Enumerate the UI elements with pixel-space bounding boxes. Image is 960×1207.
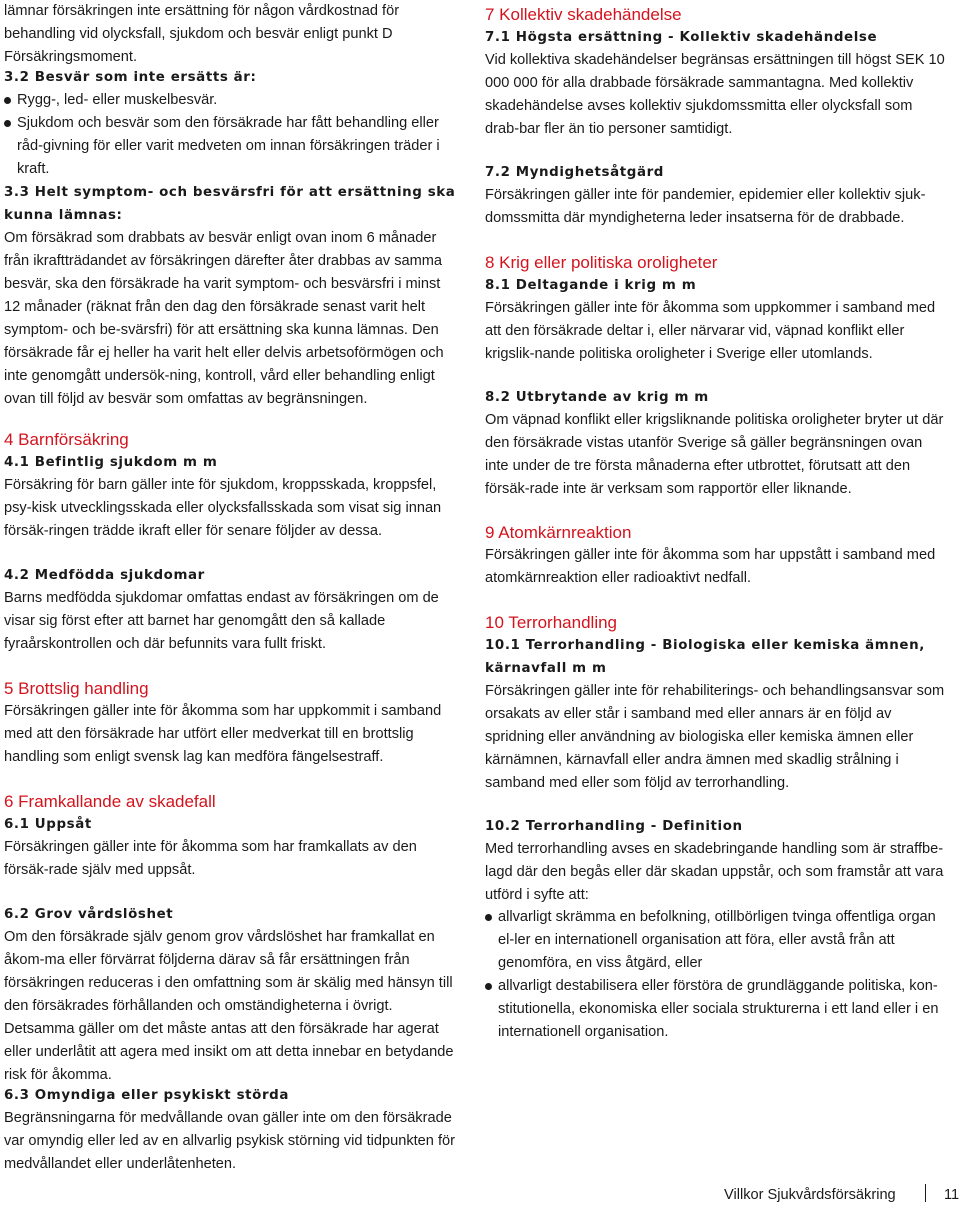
heading-8-2: 8.2 Utbrytande av krig m m [485, 390, 709, 405]
footer-divider [925, 1184, 926, 1202]
page-footer [724, 1184, 960, 1206]
paragraph-10-2: Med terrorhandling avses en skadebringande handling som är straffbe-lagd där den begås eller där skadan uppstår, och som framstår att vara utförd i syfte att: [485, 841, 944, 903]
paragraph-3-3: Om försäkrad som drabbats av besvär enligt ovan inom 6 månader från ikraftträdandet av försäkringen därefter åter drabbas av samma besvär, ska den försäkrade ha varit symptom- och besvärsfri i minst 12 månader (räknat från den dag den försäkrade senast varit helt symptom- och be-svärsfri) för att ersättning ska kunna lämnas. Den försäkrade får ej heller ha varit helt eller delvis arbetsoförmögen och inte genomgått undersök-ning, kontroll, vård eller behandling enligt ovan till följd av besvär som omfattas av begränsningen. [4, 230, 444, 407]
heading-6-3: 6.3 Omyndiga eller psykiskt störda [4, 1088, 289, 1103]
paragraph-6-1: Försäkringen gäller inte för åkomma som har framkallats av den försäk-rade själv med uppsåt. [4, 839, 417, 878]
paragraph-9: Försäkringen gäller inte för åkomma som har uppstått i samband med atomkärnreaktion eller radioaktivt nedfall. [485, 547, 936, 586]
heading-3-3: 3.3 Helt symptom- och besvärsfri för att ersättning ska kunna lämnas: [4, 185, 456, 223]
heading-4-1: 4.1 Befintlig sjukdom m m [4, 455, 218, 470]
heading-7-2: 7.2 Myndighetsåtgärd [485, 165, 664, 180]
heading-6-2: 6.2 Grov vårdslöshet [4, 907, 174, 922]
paragraph-5: Försäkringen gäller inte för åkomma som har uppkommit i samband med att den försäkrade har utfört eller medverkat till en brottslig handling som enligt svensk lag kan medföra fängelsestraff. [4, 703, 442, 765]
paragraph-8-2: Om väpnad konflikt eller krigsliknande politiska oroligheter bryter ut där den försäkrade vistas utanför Sverige så gäller begränsningen ovan inte under de tre första månaderna efter utbrottet, förutsatt att den försäk-rade inte är verksam som rapportör eller liknande. [485, 412, 944, 497]
paragraph-8-1: Försäkringen gäller inte för åkomma som uppkommer i samband med att den försäkrade deltar i, eller närvarar vid, väpnad konflikt eller krigslik-nande politiska oroligheter i Sverige eller utomlands. [485, 300, 936, 362]
bullet-icon [485, 983, 492, 990]
paragraph-6-3: Begränsningarna för medvållande ovan gäller inte om den försäkrade var omyndig eller led av en allvarlig psykisk störning vid tidpunkten för medvållandet eller underlåtenheten. [4, 1110, 456, 1172]
heading-3-2: 3.2 Besvär som inte ersätts är: [4, 70, 257, 85]
footer-title: Villkor Sjukvårdsförsäkring [724, 1187, 896, 1203]
list-item: allvarligt skrämma en befolkning, otillbörligen tvinga offentliga organ el-ler en internationell organisation att föra, eller avstå från att genomföra, en viss åtgärd, eller [485, 906, 945, 975]
bullet-icon [4, 97, 11, 104]
section-heading-5: 5 Brottslig handling [4, 679, 149, 698]
section-heading-4: 4 Barnförsäkring [4, 430, 129, 449]
heading-10-1: 10.1 Terrorhandling - Biologiska eller kemiska ämnen, kärnavfall m m [485, 638, 925, 676]
section-heading-7: 7 Kollektiv skadehändelse [485, 5, 682, 24]
list-item: Sjukdom och besvär som den försäkrade har fått behandling eller råd-givning för eller varit medveten om innan försäkringen träder i kraft. [4, 112, 456, 181]
paragraph-7-2: Försäkringen gäller inte för pandemier, epidemier eller kollektiv sjuk-domssmitta där myndigheterna leder insatserna för de drabbade. [485, 187, 926, 226]
bullet-list-10-2 [485, 906, 945, 1044]
heading-6-1: 6.1 Uppsåt [4, 817, 92, 832]
heading-10-2: 10.2 Terrorhandling - Definition [485, 819, 743, 834]
heading-4-2: 4.2 Medfödda sjukdomar [4, 568, 205, 583]
intro-paragraph: lämnar försäkringen inte ersättning för någon vårdkostnad för behandling vid olycksfall, sjukdom och besvär enligt punkt D Försäkringsmoment. [4, 3, 400, 65]
page-number: 11 [944, 1187, 960, 1203]
section-heading-8: 8 Krig eller politiska oroligheter [485, 253, 718, 272]
paragraph-4-2: Barns medfödda sjukdomar omfattas endast av försäkringen om de visar sig först efter att barnet har genomgått den så kallade fyraårskontrollen och där befunnits vara fullt friskt. [4, 590, 439, 652]
paragraph-4-1: Försäkring för barn gäller inte för sjukdom, kroppsskada, kroppsfel, psy-kisk utvecklingsskada eller olycksfallsskada som visat sig innan försäk-ringen trädde ikraft eller för senare följder av dessa. [4, 477, 442, 539]
list-item: Rygg-, led- eller muskelbesvär. [4, 89, 456, 112]
list-item: allvarligt destabilisera eller förstöra de grundläggande politiska, kon-stitutionella, ekonomiska eller sociala strukturerna i ett land eller i en internationell organisation. [485, 975, 945, 1044]
heading-8-1: 8.1 Deltagande i krig m m [485, 278, 697, 293]
paragraph-6-2: Om den försäkrade själv genom grov vårdslöshet har framkallat en åkom-ma eller förvärrat följderna därav så får ersättningen från försäkringen reduceras i den omfattning som är skälig med hänsyn till den försäkrades förhållanden och omständigheterna i övrigt. Detsamma gäller om det måste antas att den försäkrade har agerat eller underlåtit att agera med insikt om att detta innebar en betydande risk för åkomma. [4, 929, 454, 1083]
section-heading-6: 6 Framkallande av skadefall [4, 792, 216, 811]
paragraph-7-1: Vid kollektiva skadehändelser begränsas ersättningen till högst SEK 10 000 000 för alla drabbade försäkrade sammantagna. Med kollektiv skadehändelse avses kollektiv sjukdomssmitta eller olycksfall som drab-bar fler än tio personer samtidigt. [485, 52, 945, 137]
bullet-icon [485, 914, 492, 921]
heading-7-1: 7.1 Högsta ersättning - Kollektiv skadehändelse [485, 30, 878, 45]
bullet-icon [4, 120, 11, 127]
section-heading-9: 9 Atomkärnreaktion [485, 523, 632, 542]
paragraph-10-1: Försäkringen gäller inte för rehabiliterings- och behandlingsansvar som orsakats av eller står i samband med eller annars är en följd av spridning eller användning av biologiska eller kemiska ämnen eller kärnämnen, kärnavfall eller andra ämnen med skadlig strålning i samband med eller som följd av terrorhandling. [485, 683, 945, 791]
section-heading-10: 10 Terrorhandling [485, 613, 617, 632]
bullet-list-3-2 [4, 89, 456, 181]
